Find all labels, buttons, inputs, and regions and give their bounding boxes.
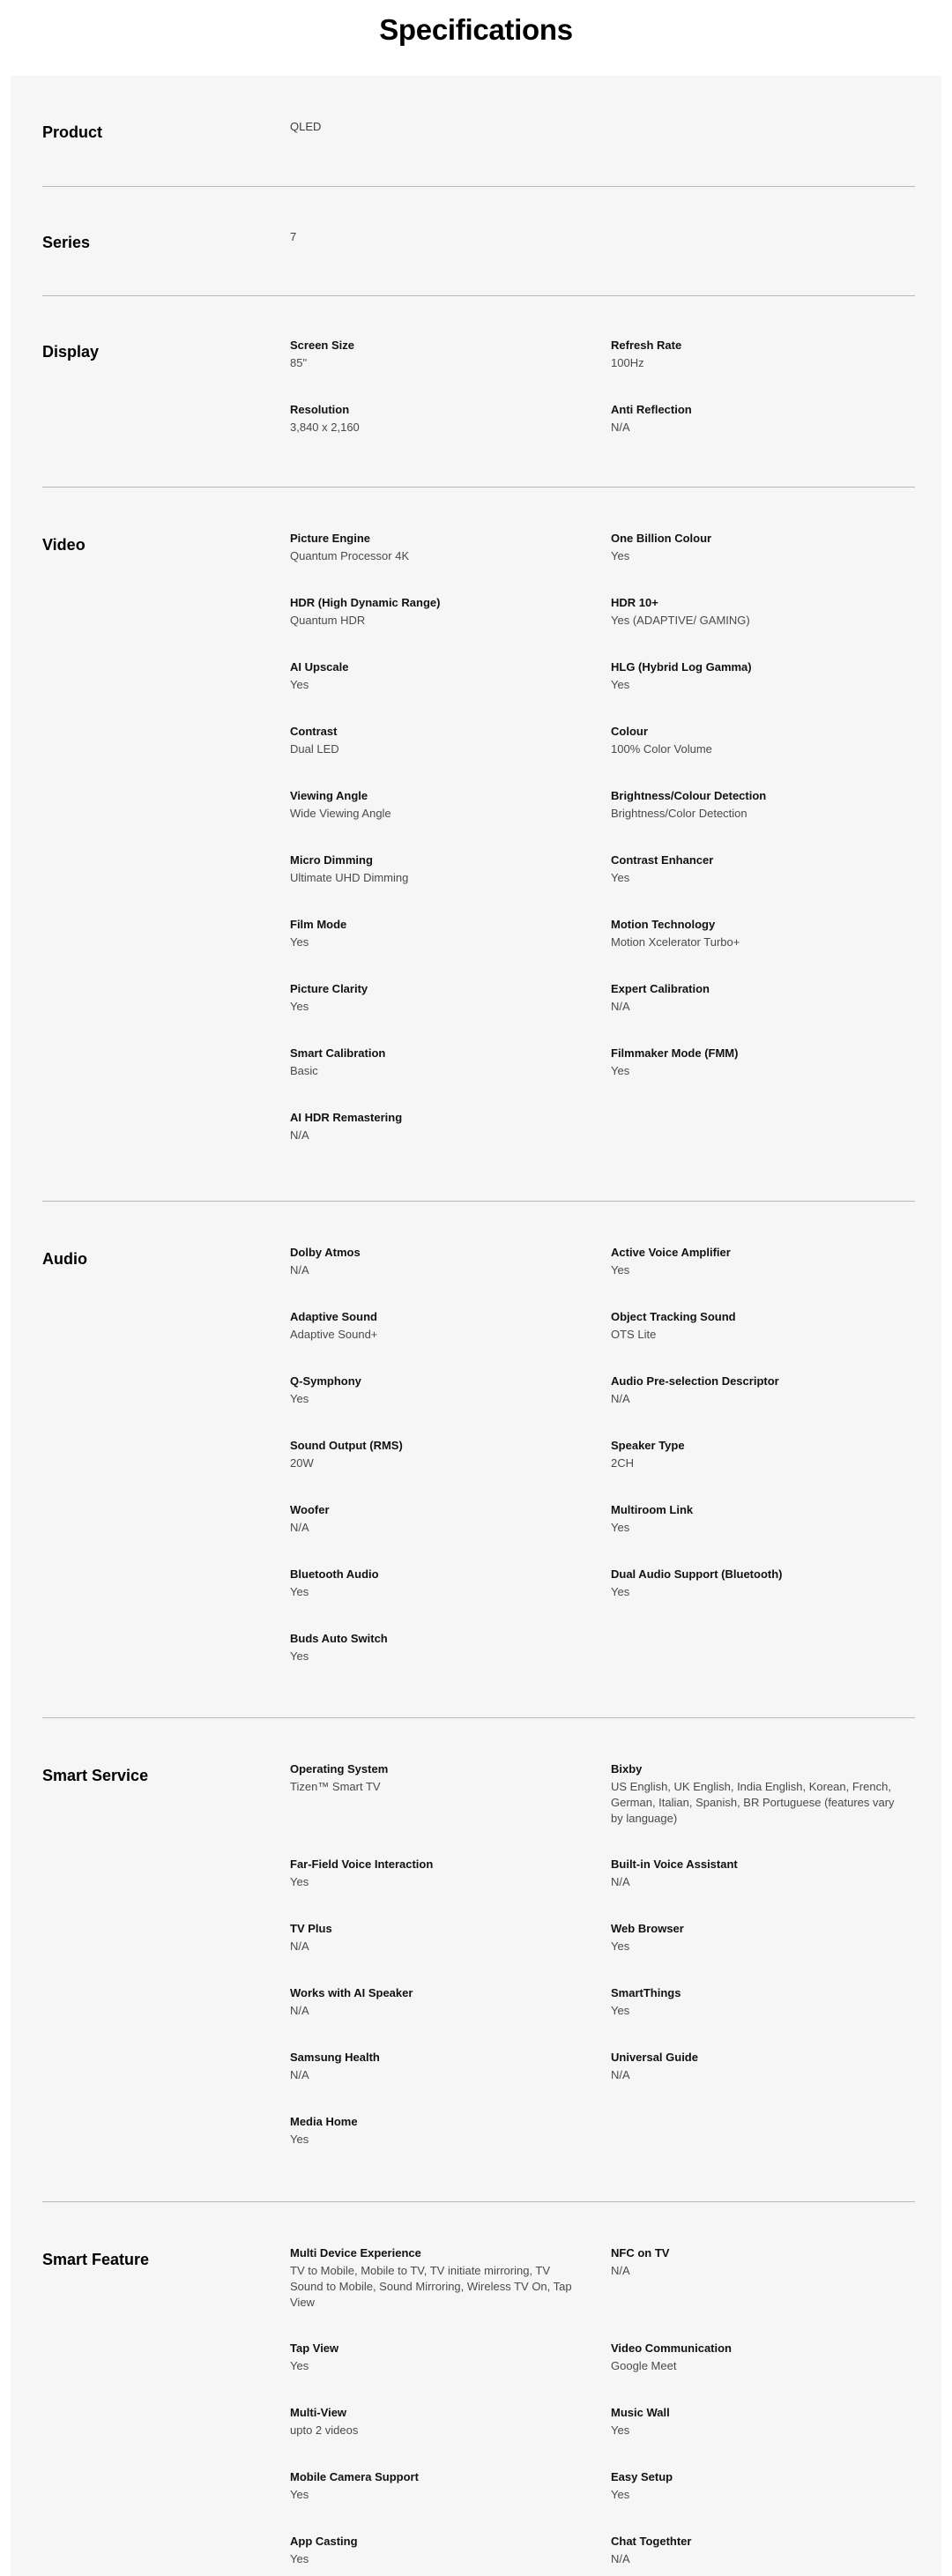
spec-value: Yes: [611, 1263, 630, 1277]
spec-item-adaptive-sound: [290, 1309, 581, 1343]
spec-label: Bixby: [611, 1762, 643, 1776]
spec-item-resolution: [290, 402, 581, 436]
spec-label: Dolby Atmos: [290, 1246, 361, 1259]
spec-label: Motion Technology: [611, 918, 716, 931]
specifications-panel: [11, 76, 941, 2576]
section-title: Series: [42, 234, 91, 251]
spec-value: Yes: [290, 2133, 309, 2146]
spec-label: Picture Clarity: [290, 982, 368, 995]
spec-item-chat-togethter: [611, 2534, 902, 2567]
spec-label: Operating System: [290, 1762, 389, 1776]
spec-value: Yes: [290, 678, 309, 691]
spec-value: N/A: [290, 1128, 309, 1142]
spec-item-hdr-10: [611, 595, 902, 629]
spec-item-tap-view: [290, 2341, 581, 2374]
spec-value: N/A: [611, 421, 630, 434]
spec-label: Brightness/Colour Detection: [611, 789, 767, 802]
spec-label: Tap View: [290, 2341, 339, 2355]
spec-value: Yes: [611, 678, 630, 691]
spec-value: OTS Lite: [611, 1328, 657, 1341]
section-divider: [42, 1201, 915, 1202]
spec-value: 3,840 x 2,160: [290, 421, 360, 434]
spec-label: Sound Output (RMS): [290, 1439, 403, 1452]
spec-value: Yes (ADAPTIVE/ GAMING): [611, 614, 750, 627]
page-title: Specifications: [379, 13, 573, 46]
spec-label: Universal Guide: [611, 2051, 698, 2064]
spec-item-smartthings: [611, 1985, 902, 2019]
spec-value: Yes: [290, 2552, 309, 2565]
spec-item-viewing-angle: [290, 788, 581, 822]
spec-label: HLG (Hybrid Log Gamma): [611, 660, 752, 674]
spec-label: Easy Setup: [611, 2470, 673, 2483]
spec-label: Works with AI Speaker: [290, 1986, 413, 1999]
spec-value: N/A: [611, 2552, 630, 2565]
section-divider: [42, 295, 915, 296]
spec-label: Screen Size: [290, 339, 354, 352]
spec-value: N/A: [290, 1521, 309, 1534]
spec-item-ai-hdr-remastering: [290, 1110, 581, 1143]
spec-label: SmartThings: [611, 1986, 681, 1999]
spec-item-active-voice-amplifier: [611, 1245, 902, 1278]
spec-item-picture-engine: [290, 531, 581, 564]
section-title: Smart Feature: [42, 2251, 150, 2268]
spec-value: Yes: [290, 1585, 309, 1598]
spec-label: One Billion Colour: [611, 532, 712, 545]
spec-item-picture-clarity: [290, 981, 581, 1015]
spec-label: Picture Engine: [290, 532, 371, 545]
spec-value: Yes: [290, 935, 309, 949]
spec-item-multiroom-link: [611, 1502, 902, 1536]
spec-value: Yes: [290, 1649, 309, 1663]
spec-item-video-communication: [611, 2341, 902, 2374]
spec-value: Yes: [290, 2359, 309, 2372]
spec-label: TV Plus: [290, 1922, 332, 1935]
spec-item-filmmaker-mode-fmm: [611, 1046, 902, 1079]
spec-item-mobile-camera-support: [290, 2469, 581, 2503]
spec-item-hdr-high-dynamic-range: [290, 595, 581, 629]
spec-value: Yes: [611, 2423, 630, 2437]
section-value: QLED: [290, 120, 322, 133]
section-title: Smart Service: [42, 1767, 149, 1784]
spec-value: Wide Viewing Angle: [290, 807, 391, 820]
section-divider: [42, 1717, 915, 1718]
spec-item-micro-dimming: [290, 852, 581, 886]
spec-item-operating-system: [290, 1761, 581, 1795]
spec-label: AI Upscale: [290, 660, 349, 674]
spec-item-ai-upscale: [290, 659, 581, 693]
spec-value: Yes: [611, 2004, 630, 2017]
spec-label: App Casting: [290, 2535, 358, 2548]
section-value: 7: [290, 230, 297, 243]
spec-label: Music Wall: [611, 2406, 670, 2419]
spec-item-smart-calibration: [290, 1046, 581, 1079]
spec-value: Quantum HDR: [290, 614, 366, 627]
spec-label: Media Home: [290, 2115, 358, 2128]
spec-item-colour: [611, 724, 902, 757]
spec-item-far-field-voice-interaction: [290, 1857, 581, 1890]
spec-item-film-mode: [290, 917, 581, 950]
spec-item-bluetooth-audio: [290, 1567, 581, 1600]
spec-item-brightness-colour-detection: [611, 788, 902, 822]
spec-value: Yes: [290, 1000, 309, 1013]
spec-item-contrast: [290, 724, 581, 757]
spec-item-samsung-health: [290, 2050, 581, 2083]
spec-value: 100Hz: [611, 356, 644, 369]
spec-value: Yes: [611, 2488, 630, 2501]
spec-item-audio-pre-selection-descriptor: [611, 1374, 902, 1407]
spec-item-multi-device-experience: [290, 2245, 581, 2311]
spec-label: Samsung Health: [290, 2051, 380, 2064]
spec-item-motion-technology: [611, 917, 902, 950]
spec-value: N/A: [611, 1392, 630, 1405]
spec-label: Video Communication: [611, 2341, 732, 2355]
spec-item-speaker-type: [611, 1438, 902, 1471]
spec-label: Buds Auto Switch: [290, 1632, 388, 1645]
spec-value: Adaptive Sound+: [290, 1328, 378, 1341]
spec-label: Chat Togethter: [611, 2535, 692, 2548]
spec-value: Yes: [290, 1875, 309, 1888]
spec-label: Mobile Camera Support: [290, 2470, 419, 2483]
spec-label: Refresh Rate: [611, 339, 682, 352]
spec-label: Web Browser: [611, 1922, 684, 1935]
section-title: Display: [42, 343, 100, 361]
spec-value: N/A: [290, 2068, 309, 2081]
spec-value: N/A: [611, 1000, 630, 1013]
spec-label: Smart Calibration: [290, 1046, 386, 1060]
spec-label: HDR 10+: [611, 596, 658, 609]
spec-label: Dual Audio Support (Bluetooth): [611, 1567, 783, 1581]
spec-label: Bluetooth Audio: [290, 1567, 379, 1581]
spec-label: Expert Calibration: [611, 982, 710, 995]
spec-label: Colour: [611, 725, 648, 738]
spec-item-contrast-enhancer: [611, 852, 902, 886]
section-divider: [42, 487, 915, 488]
spec-value: US English, UK English, India English, Korean, French, German, Italian, Spanish, BR Portuguese (features vary by language): [611, 1780, 895, 1825]
spec-value: Yes: [611, 1585, 630, 1598]
spec-item-music-wall: [611, 2405, 902, 2438]
spec-label: Far-Field Voice Interaction: [290, 1858, 434, 1871]
spec-item-object-tracking-sound: [611, 1309, 902, 1343]
spec-item-refresh-rate: [611, 338, 902, 371]
spec-value: N/A: [290, 1263, 309, 1277]
spec-value: Dual LED: [290, 742, 339, 756]
spec-label: Woofer: [290, 1503, 330, 1516]
spec-value: Google Meet: [611, 2359, 677, 2372]
spec-label: Filmmaker Mode (FMM): [611, 1046, 739, 1060]
spec-item-app-casting: [290, 2534, 581, 2567]
spec-label: Speaker Type: [611, 1439, 685, 1452]
spec-label: Q-Symphony: [290, 1374, 361, 1388]
spec-item-sound-output-rms: [290, 1438, 581, 1471]
spec-value: Ultimate UHD Dimming: [290, 871, 409, 884]
spec-label: Micro Dimming: [290, 853, 373, 867]
spec-value: upto 2 videos: [290, 2423, 359, 2437]
spec-item-nfc-on-tv: [611, 2245, 902, 2279]
spec-label: Contrast Enhancer: [611, 853, 714, 867]
spec-value: Brightness/Color Detection: [611, 807, 747, 820]
spec-label: HDR (High Dynamic Range): [290, 596, 441, 609]
spec-label: Viewing Angle: [290, 789, 368, 802]
spec-value: 85": [290, 356, 308, 369]
spec-value: 20W: [290, 1456, 314, 1470]
spec-item-media-home: [290, 2114, 581, 2148]
spec-item-buds-auto-switch: [290, 1631, 581, 1664]
spec-label: NFC on TV: [611, 2246, 670, 2260]
spec-item-hlg-hybrid-log-gamma: [611, 659, 902, 693]
spec-item-universal-guide: [611, 2050, 902, 2083]
spec-label: Adaptive Sound: [290, 1310, 377, 1323]
spec-item-screen-size: [290, 338, 581, 371]
spec-label: Multi-View: [290, 2406, 347, 2419]
spec-value: Yes: [290, 2488, 309, 2501]
spec-item-web-browser: [611, 1921, 902, 1954]
spec-item-multi-view: [290, 2405, 581, 2438]
spec-label: Anti Reflection: [611, 403, 692, 416]
spec-label: Multi Device Experience: [290, 2246, 421, 2260]
spec-value: Quantum Processor 4K: [290, 549, 410, 562]
spec-item-bixby: [611, 1761, 902, 1827]
spec-value: TV to Mobile, Mobile to TV, TV initiate mirroring, TV Sound to Mobile, Sound Mirroring, Wireless TV On, Tap View: [290, 2264, 572, 2309]
spec-item-one-billion-colour: [611, 531, 902, 564]
spec-item-dolby-atmos: [290, 1245, 581, 1278]
spec-label: Object Tracking Sound: [611, 1310, 736, 1323]
spec-value: Yes: [611, 1939, 630, 1953]
spec-label: AI HDR Remastering: [290, 1111, 403, 1124]
spec-label: Film Mode: [290, 918, 347, 931]
spec-item-built-in-voice-assistant: [611, 1857, 902, 1890]
spec-label: Resolution: [290, 403, 350, 416]
spec-item-q-symphony: [290, 1374, 581, 1407]
spec-value: 2CH: [611, 1456, 635, 1470]
section-title: Video: [42, 536, 86, 554]
section-title: Audio: [42, 1250, 87, 1268]
spec-value: N/A: [290, 2004, 309, 2017]
spec-value: N/A: [611, 1875, 630, 1888]
spec-label: Contrast: [290, 725, 338, 738]
section-divider: [42, 2201, 915, 2202]
spec-label: Active Voice Amplifier: [611, 1246, 731, 1259]
spec-item-easy-setup: [611, 2469, 902, 2503]
spec-value: Tizen™ Smart TV: [290, 1780, 381, 1793]
section-title: Product: [42, 123, 103, 141]
spec-label: Audio Pre-selection Descriptor: [611, 1374, 779, 1388]
spec-item-works-with-ai-speaker: [290, 1985, 581, 2019]
spec-value: N/A: [611, 2068, 630, 2081]
spec-value: N/A: [611, 2264, 630, 2277]
spec-value: 100% Color Volume: [611, 742, 712, 756]
spec-item-anti-reflection: [611, 402, 902, 436]
spec-item-dual-audio-support-bluetooth: [611, 1567, 902, 1600]
spec-label: Built-in Voice Assistant: [611, 1858, 738, 1871]
spec-value: Yes: [611, 1521, 630, 1534]
spec-value: Motion Xcelerator Turbo+: [611, 935, 740, 949]
spec-label: Multiroom Link: [611, 1503, 694, 1516]
section-divider: [42, 186, 915, 187]
spec-value: N/A: [290, 1939, 309, 1953]
spec-item-tv-plus: [290, 1921, 581, 1954]
spec-value: Yes: [611, 549, 630, 562]
spec-item-woofer: [290, 1502, 581, 1536]
spec-value: Basic: [290, 1064, 318, 1077]
spec-item-expert-calibration: [611, 981, 902, 1015]
spec-value: Yes: [611, 1064, 630, 1077]
spec-value: Yes: [290, 1392, 309, 1405]
spec-value: Yes: [611, 871, 630, 884]
